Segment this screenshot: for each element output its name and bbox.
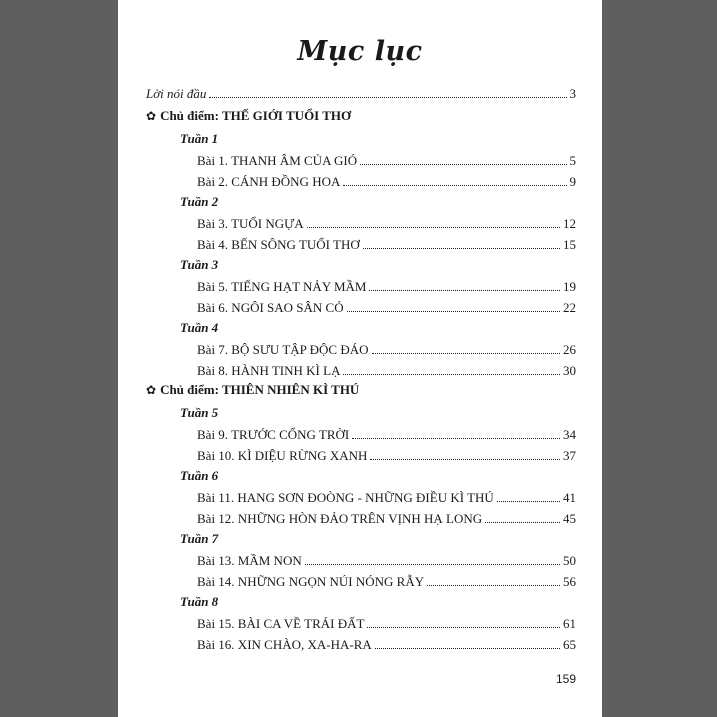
topic-label: Chủ điểm: THIÊN NHIÊN KÌ THÚ [160, 382, 360, 397]
leader-dots [352, 437, 560, 439]
week-heading: Tuần 6 [180, 468, 219, 483]
topic-heading [146, 108, 351, 124]
week-heading: Tuần 2 [180, 194, 219, 209]
leader-dots [372, 352, 560, 354]
lesson-label: Bài 2. CÁNH ĐỒNG HOA [197, 174, 341, 189]
lesson-page: 37 [563, 448, 576, 463]
lesson-label: Bài 13. MẦM NON [197, 553, 302, 568]
lesson-page: 5 [569, 153, 576, 168]
intro-page: 3 [569, 86, 576, 101]
toc-lesson-row[interactable] [197, 612, 576, 632]
toc-lesson-row[interactable] [197, 149, 576, 169]
toc-lesson-row[interactable] [197, 633, 576, 653]
lesson-label: Bài 8. HÀNH TINH KÌ LẠ [197, 363, 341, 378]
week-heading: Tuần 5 [180, 405, 219, 420]
lesson-label: Bài 9. TRƯỚC CỔNG TRỜI [197, 427, 350, 442]
topic-label: Chủ điểm: THẾ GIỚI TUỔI THƠ [160, 108, 352, 123]
lesson-page: 30 [563, 363, 576, 378]
leader-dots [343, 184, 566, 186]
lesson-page: 41 [563, 490, 576, 505]
leader-dots [370, 458, 560, 460]
week-heading: Tuần 4 [180, 320, 219, 335]
lesson-page: 22 [563, 300, 576, 315]
week-heading: Tuần 3 [180, 257, 219, 272]
leader-dots [369, 289, 560, 291]
toc-intro-row[interactable] [146, 82, 576, 102]
leader-dots [367, 626, 560, 628]
lesson-label: Bài 5. TIẾNG HẠT NẢY MẦM [197, 279, 367, 294]
toc-lesson-row[interactable] [197, 212, 576, 232]
lesson-label: Bài 6. NGÔI SAO SÂN CỎ [197, 300, 344, 315]
toc-lesson-row[interactable] [197, 570, 576, 590]
leader-dots [209, 96, 566, 98]
leader-dots [307, 226, 560, 228]
leader-dots [360, 163, 566, 165]
leader-dots [343, 373, 560, 375]
week-heading: Tuần 8 [180, 594, 219, 609]
lesson-page: 45 [563, 511, 576, 526]
lesson-label: Bài 4. BẾN SÔNG TUỔI THƠ [197, 237, 360, 252]
toc-lesson-row[interactable] [197, 486, 576, 506]
lesson-label: Bài 7. BỘ SƯU TẬP ĐỘC ĐÁO [197, 342, 369, 357]
leader-dots [427, 584, 560, 586]
right-border [602, 0, 717, 717]
intro-label: Lời nói đầu [146, 86, 207, 101]
toc-lesson-row[interactable] [197, 233, 576, 253]
leader-dots [363, 247, 560, 249]
lesson-label: Bài 15. BÀI CA VỀ TRÁI ĐẤT [197, 616, 365, 631]
lesson-label: Bài 12. NHỮNG HÒN ĐẢO TRÊN VỊNH HẠ LONG [197, 511, 483, 526]
lesson-label: Bài 3. TUỔI NGỰA [197, 216, 304, 231]
lesson-label: Bài 16. XIN CHÀO, XA-HA-RA [197, 637, 372, 652]
lesson-page: 9 [569, 174, 576, 189]
lesson-page: 15 [563, 237, 576, 252]
lesson-label: Bài 11. HANG SƠN ĐOÒNG - NHỮNG ĐIỀU KÌ THÚ [197, 490, 494, 505]
page-number: 159 [556, 672, 577, 686]
lesson-page: 19 [563, 279, 576, 294]
flower-icon: ✿ [146, 109, 157, 123]
lesson-label: Bài 14. NHỮNG NGỌN NÚI NÓNG RẪY [197, 574, 425, 589]
lesson-page: 12 [563, 216, 576, 231]
week-heading: Tuần 1 [180, 131, 219, 146]
toc-lesson-row[interactable] [197, 338, 576, 358]
lesson-page: 50 [563, 553, 576, 568]
lesson-page: 61 [563, 616, 576, 631]
lesson-page: 56 [563, 574, 576, 589]
toc-lesson-row[interactable] [197, 444, 576, 464]
toc-lesson-row[interactable] [197, 296, 576, 316]
leader-dots [305, 563, 560, 565]
toc-lesson-row[interactable] [197, 275, 576, 295]
flower-icon: ✿ [146, 383, 157, 397]
toc-lesson-row[interactable] [197, 170, 576, 190]
toc-lesson-row[interactable] [197, 359, 576, 379]
document-page [118, 0, 602, 717]
leader-dots [375, 647, 560, 649]
lesson-page: 26 [563, 342, 576, 357]
lesson-page: 34 [563, 427, 576, 442]
toc-lesson-row[interactable] [197, 423, 576, 443]
lesson-label: Bài 1. THANH ÂM CỦA GIÓ [197, 153, 358, 168]
page-title: Mục lục [297, 36, 423, 67]
week-heading: Tuần 7 [180, 531, 219, 546]
toc-lesson-row[interactable] [197, 507, 576, 527]
lesson-label: Bài 10. KÌ DIỆU RỪNG XANH [197, 448, 368, 463]
topic-heading [146, 382, 359, 398]
lesson-page: 65 [563, 637, 576, 652]
toc-lesson-row[interactable] [197, 549, 576, 569]
left-border [0, 0, 118, 717]
leader-dots [497, 500, 560, 502]
leader-dots [485, 521, 560, 523]
leader-dots [347, 310, 560, 312]
